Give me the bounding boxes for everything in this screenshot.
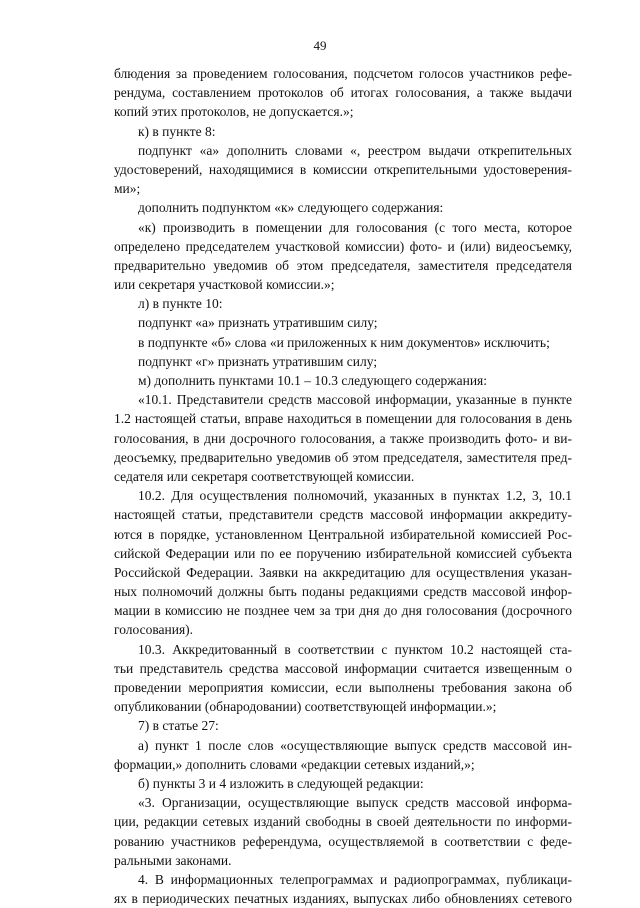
paragraph [114,716,572,735]
paragraph [114,352,572,371]
text-line: голосования). [114,622,194,638]
text-line: 4. В информационных телепрограммах и радиопрограммах, публикаци- [138,871,572,887]
text-line: к) в пункте 8: [138,123,216,139]
page-number: 49 [313,38,327,53]
text-line: «10.1. Представители средств массовой информации, указанные в пункте [138,392,572,408]
text-line: ции, редакции сетевых изданий свободны в своей деятельности по информи- [114,814,572,830]
paragraph [114,640,572,717]
text-line: в подпункте «б» слова «и приложенных к ним документов» исключить; [138,334,550,350]
text-line: мации в комиссию не позднее чем за три дня до дня голосования (досрочного [114,603,572,619]
text-line: б) пункты 3 и 4 изложить в следующей редакции: [138,775,424,791]
text-line: ях в периодических печатных изданиях, выпусках либо обновлениях сетевого [114,891,572,907]
paragraph [114,122,572,141]
paragraph [114,64,572,122]
text-line: ных полномочий должны быть поданы редакциями средств массовой инфор- [114,584,572,600]
text-line: 10.2. Для осуществления полномочий, указанных в пунктах 1.2, 3, 10.1 [138,488,572,504]
paragraph [114,870,572,908]
paragraph [114,793,572,870]
text-line: определено председателем участковой комиссии) фото- и (или) видеосъемку, [114,238,572,254]
text-line: 7) в статье 27: [138,718,219,734]
paragraph [114,774,572,793]
paragraph [114,141,572,199]
text-line: тьи представитель средства массовой информации считается извещенным о [114,660,572,676]
text-line: седателя или секретаря соответствующей комиссии. [114,468,415,484]
paragraph [114,198,572,217]
text-line: подпункт «а» дополнить словами «, реестром выдачи открепительных [138,142,572,158]
text-line: подпункт «а» признать утратившим силу; [138,315,378,331]
paragraph [114,218,572,295]
text-line: деосъемку, предварительно уведомив об этом председателя, заместителя пред- [114,449,572,465]
text-line: опубликовании (обнародовании) соответствующей информации.»; [114,699,497,715]
paragraph [114,486,572,640]
text-line: или секретаря участковой комиссии.»; [114,277,335,293]
paragraph [114,736,572,774]
text-line: голосования, в дни досрочного голосования, а также производить фото- и ви- [114,430,572,446]
text-line: Российской Федерации. Заявки на аккредитацию для осуществления указан- [114,564,572,580]
text-line: подпункт «г» признать утратившим силу; [138,353,378,369]
text-line: ральными законами. [114,852,232,868]
text-line: а) пункт 1 после слов «осуществляющие выпуск средств массовой ин- [138,737,572,753]
text-line: ми»; [114,181,141,197]
text-line: «к) производить в помещении для голосования (с того места, которое [138,219,572,235]
text-line: предварительно уведомив об этом председателя, заместителя председателя [114,257,572,273]
document-body [114,64,572,908]
text-line: формации,» дополнить словами «редакции сетевых изданий,»; [114,756,475,772]
text-line: рендума, составлением протоколов об итогах голосования, а также выдачи [114,85,572,101]
text-line: сийской Федерации или по ее поручению избирательной комиссией субъекта [114,545,572,561]
text-line: 10.3. Аккредитованный в соответствии с пунктом 10.2 настоящей ста- [138,641,572,657]
text-line: ются в порядке, установленном Центральной избирательной комиссией Рос- [114,526,572,542]
text-line: удостоверений, находящимися в комиссии открепительными удостоверения- [114,161,572,177]
text-line: блюдения за проведением голосования, подсчетом голосов участников рефе- [114,66,572,81]
text-line: м) дополнить пунктами 10.1 – 10.3 следующего содержания: [138,373,488,388]
text-line: дополнить подпунктом «к» следующего содержания: [138,200,444,216]
text-line: копий этих протоколов, не допускается.»; [114,104,354,120]
text-line: «3. Организации, осуществляющие выпуск средств массовой информа- [138,795,572,811]
text-line: л) в пункте 10: [138,296,223,312]
paragraph [114,333,572,352]
text-line: 1.2 настоящей статьи, вправе находиться в помещении для голосования в день [114,411,572,427]
text-line: проведении мероприятия комиссии, если выполнены требования закона об [114,680,572,695]
paragraph [114,294,572,313]
paragraph [114,390,572,486]
text-line: настоящей статьи, представители средств массовой информации аккредиту- [114,507,572,523]
paragraph [114,313,572,332]
paragraph [114,371,572,390]
text-line: рованию участников референдума, осуществляемой в соответствии с феде- [114,833,572,849]
